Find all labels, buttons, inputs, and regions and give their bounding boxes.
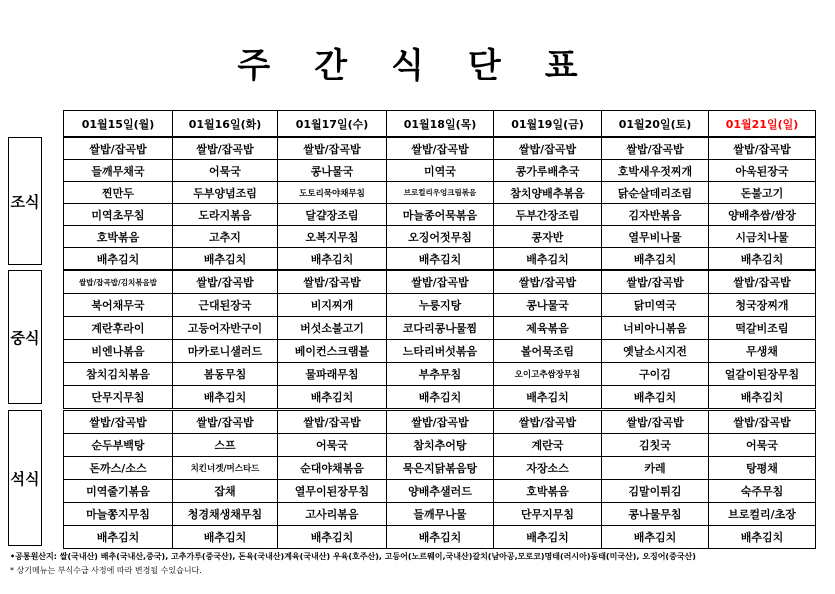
menu-item: 배추김치 [387,526,494,549]
menu-item: 쌀밥/잡곡밥 [602,271,709,294]
menu-item: 들깨무채국 [64,160,173,182]
menu-row [64,294,816,317]
menu-item: 쌀밥/잡곡밥 [602,138,709,160]
menu-item: 달걀장조림 [278,204,387,226]
menu-row [64,160,816,182]
menu-item: 쌀밥/잡곡밥 [387,138,494,160]
title-char: 표 [544,46,598,86]
menu-item: 콩나물무침 [602,503,709,526]
meal-label-lunch: 중식 [8,270,42,404]
menu-item: 쌀밥/잡곡밥 [709,138,816,160]
menu-item: 쌀밥/잡곡밥 [64,411,173,434]
menu-item: 도토리묵야채무침 [278,182,387,204]
menu-item: 코다리콩나물찜 [387,317,494,340]
meal-label-breakfast: 조식 [8,137,42,265]
menu-item: 쌀밥/잡곡밥 [709,411,816,434]
menu-item: 배추김치 [494,248,602,270]
menu-item: 쌀밥/잡곡밥 [278,138,387,160]
menu-item: 호박볶음 [64,226,173,248]
menu-item: 비엔나볶음 [64,340,173,363]
menu-item: 마늘종어묵볶음 [387,204,494,226]
menu-item: 쌀밥/잡곡밥 [278,411,387,434]
menu-item: 쌀밥/잡곡밥 [494,138,602,160]
origin-note: •공통원산지: 쌀(국내산) 배추(국내산,중국), 고추가루(중국산), 돈육(국내산)계육(국내산) 우육(호주산), 고등어(노르웨이,국내산)갈치(남아공,모로코)명태(러시아)동태(미국산), 오징어(중국산) [10,552,696,561]
menu-item: 너비아니볶음 [602,317,709,340]
menu-item: 쌀밥/잡곡밥 [173,138,278,160]
menu-item: 치킨너겟/머스타드 [173,457,278,480]
breakfast-menu-table [63,137,816,270]
menu-item: 배추김치 [64,526,173,549]
menu-item: 고등어자반구이 [173,317,278,340]
menu-item: 쌀밥/잡곡밥/김치볶음밥 [64,271,173,294]
menu-row [64,480,816,503]
menu-item: 배추김치 [64,248,173,270]
meal-label-dinner: 석식 [8,410,42,546]
menu-row [64,138,816,160]
menu-item: 미역국 [387,160,494,182]
menu-item: 두부간장조림 [494,204,602,226]
menu-item: 비지찌개 [278,294,387,317]
title-char: 식 [391,46,444,86]
menu-item: 오이고추쌈장무침 [494,363,602,386]
menu-item: 시금치나물 [709,226,816,248]
menu-item: 고추지 [173,226,278,248]
menu-item: 쌀밥/잡곡밥 [387,271,494,294]
title-char: 주 [237,46,291,86]
menu-item: 쌀밥/잡곡밥 [387,411,494,434]
menu-row [64,457,816,480]
menu-item: 김칫국 [602,434,709,457]
menu-item: 쌀밥/잡곡밥 [494,411,602,434]
day-header-cell: 01월15일(월) [64,111,173,137]
menu-item: 구이김 [602,363,709,386]
menu-row [64,340,816,363]
menu-item: 어묵국 [173,160,278,182]
menu-item: 마늘쫑지무침 [64,503,173,526]
menu-item: 청국장찌개 [709,294,816,317]
menu-item: 누룽지탕 [387,294,494,317]
menu-row [64,182,816,204]
menu-item: 미역줄기볶음 [64,480,173,503]
menu-item: 참치김치볶음 [64,363,173,386]
menu-item: 콩가루배추국 [494,160,602,182]
menu-item: 버섯소불고기 [278,317,387,340]
page-title [0,38,835,87]
menu-item: 호박볶음 [494,480,602,503]
menu-item: 순두부백탕 [64,434,173,457]
menu-item: 볼어묵조림 [494,340,602,363]
menu-row [64,271,816,294]
menu-item: 돈까스/소스 [64,457,173,480]
menu-item: 배추김치 [278,248,387,270]
menu-item: 콩나물국 [278,160,387,182]
menu-item: 카레 [602,457,709,480]
menu-item: 콩나물국 [494,294,602,317]
menu-item: 물파래무침 [278,363,387,386]
menu-item: 무생채 [709,340,816,363]
menu-item: 배추김치 [494,386,602,409]
menu-item: 근대된장국 [173,294,278,317]
menu-item: 김자반볶음 [602,204,709,226]
menu-item: 양배추쌈/쌈장 [709,204,816,226]
menu-row [64,503,816,526]
menu-item: 배추김치 [602,248,709,270]
menu-item: 계란후라이 [64,317,173,340]
menu-item: 어묵국 [709,434,816,457]
menu-item: 배추김치 [173,248,278,270]
menu-item: 봄동무침 [173,363,278,386]
menu-item: 오복지무침 [278,226,387,248]
menu-item: 얼갈이된장무침 [709,363,816,386]
day-header-cell: 01월19일(금) [494,111,602,137]
menu-item: 참치양배추볶음 [494,182,602,204]
menu-item: 브로컬리우엉크림볶음 [387,182,494,204]
menu-item: 자장소스 [494,457,602,480]
menu-item: 찐만두 [64,182,173,204]
menu-item: 브로컬리/초장 [709,503,816,526]
menu-row [64,411,816,434]
menu-row [64,317,816,340]
menu-item: 아욱된장국 [709,160,816,182]
menu-item: 김말이튀김 [602,480,709,503]
menu-item: 느타리버섯볶음 [387,340,494,363]
menu-item: 배추김치 [602,386,709,409]
menu-item: 북어채무국 [64,294,173,317]
menu-item: 쌀밥/잡곡밥 [602,411,709,434]
menu-item: 열무비나물 [602,226,709,248]
menu-item: 어묵국 [278,434,387,457]
menu-row [64,226,816,248]
menu-item: 배추김치 [602,526,709,549]
menu-item: 들깨무나물 [387,503,494,526]
menu-item: 쌀밥/잡곡밥 [709,271,816,294]
menu-item: 열무이된장무침 [278,480,387,503]
menu-item: 순대야채볶음 [278,457,387,480]
menu-item: 떡갈비조림 [709,317,816,340]
menu-item: 부추무침 [387,363,494,386]
menu-item: 도라지볶음 [173,204,278,226]
menu-item: 오징어젓무침 [387,226,494,248]
menu-item: 쌀밥/잡곡밥 [64,138,173,160]
menu-item: 배추김치 [709,248,816,270]
menu-item: 배추김치 [387,248,494,270]
menu-item: 계란국 [494,434,602,457]
menu-item: 쌀밥/잡곡밥 [173,271,278,294]
menu-item: 스프 [173,434,278,457]
menu-item: 단무지무침 [494,503,602,526]
menu-item: 미역초무침 [64,204,173,226]
day-header-cell: 01월18일(목) [387,111,494,137]
menu-item: 고사리볶음 [278,503,387,526]
day-header-cell: 01월21일(일) [709,111,816,137]
menu-item: 쌀밥/잡곡밥 [278,271,387,294]
menu-row [64,386,816,409]
menu-item: 잡채 [173,480,278,503]
menu-item: 배추김치 [173,386,278,409]
menu-item: 배추김치 [387,386,494,409]
menu-item: 베이컨스크램블 [278,340,387,363]
menu-item: 제육볶음 [494,317,602,340]
lunch-menu-table [63,270,816,409]
menu-item: 청경채생채무침 [173,503,278,526]
menu-item: 참치추어탕 [387,434,494,457]
menu-item: 쌀밥/잡곡밥 [494,271,602,294]
menu-row [64,248,816,270]
menu-row [64,526,816,549]
menu-row [64,434,816,457]
menu-item: 닭순살데리조림 [602,182,709,204]
title-char: 간 [314,46,368,86]
menu-item: 마카로니샐러드 [173,340,278,363]
menu-item: 배추김치 [709,386,816,409]
change-note: * 상기메뉴는 부식수급 사정에 따라 변경될 수있습니다. [10,566,202,575]
menu-item: 양배추샐러드 [387,480,494,503]
menu-item: 묵은지닭볶음탕 [387,457,494,480]
dinner-menu-table [63,410,816,549]
menu-row [64,363,816,386]
menu-row [64,204,816,226]
menu-item: 배추김치 [278,526,387,549]
menu-item: 배추김치 [709,526,816,549]
day-header-row [63,110,816,137]
day-header-cell: 01월16일(화) [173,111,278,137]
menu-item: 배추김치 [494,526,602,549]
menu-item: 숙주무침 [709,480,816,503]
menu-item: 탕평채 [709,457,816,480]
menu-item: 콩자반 [494,226,602,248]
menu-item: 두부양념조림 [173,182,278,204]
menu-item: 옛날소시지전 [602,340,709,363]
menu-item: 쌀밥/잡곡밥 [173,411,278,434]
menu-item: 단무지무침 [64,386,173,409]
menu-item: 호박새우젓찌개 [602,160,709,182]
day-header-cell: 01월20일(토) [602,111,709,137]
title-char: 단 [467,46,521,86]
menu-item: 돈불고기 [709,182,816,204]
menu-item: 배추김치 [278,386,387,409]
day-header-cell: 01월17일(수) [278,111,387,137]
menu-item: 배추김치 [173,526,278,549]
menu-item: 닭미역국 [602,294,709,317]
